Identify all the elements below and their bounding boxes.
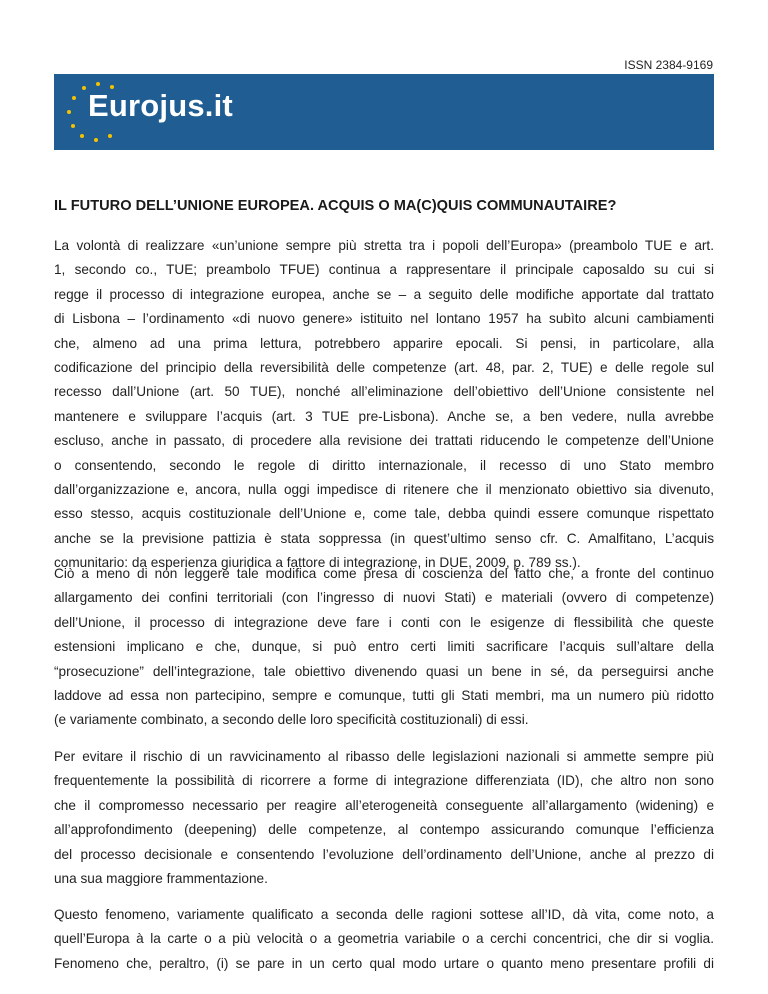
text-line: comunitario: da esperienza giuridica a fattore di integrazione, in DUE, 2009, p. 789 ss.).: [54, 555, 581, 571]
text-line: (e variamente combinato, a secondo delle loro specificità costituzionali) di essi.: [54, 712, 529, 728]
text-line: La volontà di realizzare «un’unione sempre più stretta tra i popoli dell’Europa» (preambolo TUE e art.: [54, 238, 714, 253]
text-line: 1, secondo co., TUE; preambolo TFUE) continua a rappresentare il principale caposaldo su cui si: [54, 262, 714, 278]
text-line: una sua maggiore frammentazione.: [54, 871, 268, 887]
text-line: o consentendo, secondo le regole di diritto internazionale, il recesso di uno Stato membro: [54, 457, 714, 473]
text-line: frequentemente la possibilità di ricorrere a forme di integrazione differenziata (ID), che altro non sono: [54, 773, 714, 789]
text-line: dall’organizzazione e, ancora, nulla oggi impedisce di ritenere che il menzionato obiettivo sia divenuto,: [54, 482, 714, 498]
text-line: mantenere e sviluppare l’acquis (art. 3 TUE pre-Lisbona). Anche se, a ben vedere, nulla avrebbe: [54, 408, 714, 424]
paragraph-4: [54, 903, 714, 976]
text-line: che, almeno ad una prima lettura, potrebbero apparire epocali. Si pensi, in particolare, alla: [54, 335, 714, 351]
text-line: del processo decisionale e consentendo l’evoluzione dell’ordinamento dell’Unione, anche al prezzo di: [54, 846, 714, 862]
paragraph-1: [54, 234, 714, 576]
text-line: estensioni implicano e che, dunque, si può entro certi limiti sacrificare l’acquis sull’altare della: [54, 639, 714, 655]
text-line: allargamento dei confini territoriali (con l’ingresso di nuovi Stati) e materiali (ovvero di competenze): [54, 590, 714, 606]
text-line: Ciò a meno di non leggere tale modifica come presa di coscienza del fatto che, a fronte del continuo: [54, 566, 714, 581]
text-line: “prosecuzione” dell’integrazione, tale obiettivo divenendo quasi un bene in sé, da perseguirsi anche: [54, 663, 714, 679]
text-line: Fenomeno che, peraltro, (i) se pare in un certo qual modo urtare o quanto meno presentare profili di: [54, 955, 714, 971]
text-line: anche se la previsione pattizia è stata soppressa (in quest’ultimo senso cfr. C. Amalfitano, L’acquis: [54, 530, 714, 546]
text-line: Per evitare il rischio di un ravvicinamento al ribasso delle legislazioni nazionali si ammette sempre più: [54, 749, 714, 764]
text-line: quell’Europa à la carte o a più velocità o a geometria variabile o a cerchi concentrici, che dir si voglia.: [54, 931, 714, 947]
issn-number: ISSN 2384-9169: [624, 58, 713, 72]
text-line: recesso dall’Unione (art. 50 TUE), nonché all’eliminazione dell’obiettivo dell’Unione consistente nel: [54, 384, 714, 400]
text-line: codificazione del principio della reversibilità delle competenze (art. 48, par. 2, TUE) e delle regole sul: [54, 360, 714, 376]
text-line: dell’Unione, il processo di integrazione deve fare i conti con le esigenze di flessibilità che queste: [54, 614, 714, 630]
text-line: laddove ad essa non partecipino, sempre e comunque, tutti gli Stati membri, ma un numero più ridotto: [54, 688, 714, 704]
paragraph-3: [54, 745, 714, 891]
text-line: che il compromesso necessario per reagire all’eterogeneità conseguente all’allargamento (widening) e: [54, 797, 714, 813]
journal-banner: [54, 74, 714, 150]
text-line: regge il processo di integrazione europea, anche se – a seguito delle modifiche apportate dal trattato: [54, 286, 714, 302]
text-line: esso stesso, acquis costituzionale dell’Unione e, come tale, debba quindi essere comunque rispettato: [54, 506, 714, 522]
text-line: di Lisbona – l’ordinamento «di nuovo genere» istituito nel lontano 1957 ha subìto alcuni cambiamenti: [54, 311, 714, 327]
text-line: Questo fenomeno, variamente qualificato a seconda delle ragioni sottese all’ID, dà vita, come noto, a: [54, 907, 714, 922]
journal-logo-text: Eurojus.it: [88, 88, 233, 123]
text-line: escluso, anche in passato, di procedere alla revisione dei trattati riducendo le competenze dell’Unione: [54, 433, 714, 449]
text-line: all’approfondimento (deepening) delle competenze, al contempo assicurando comunque l’efficienza: [54, 822, 714, 838]
paragraph-2: [54, 562, 714, 733]
article-title: IL FUTURO DELL’UNIONE EUROPEA. ACQUIS O MA(C)QUIS COMMUNAUTAIRE?: [54, 198, 617, 214]
